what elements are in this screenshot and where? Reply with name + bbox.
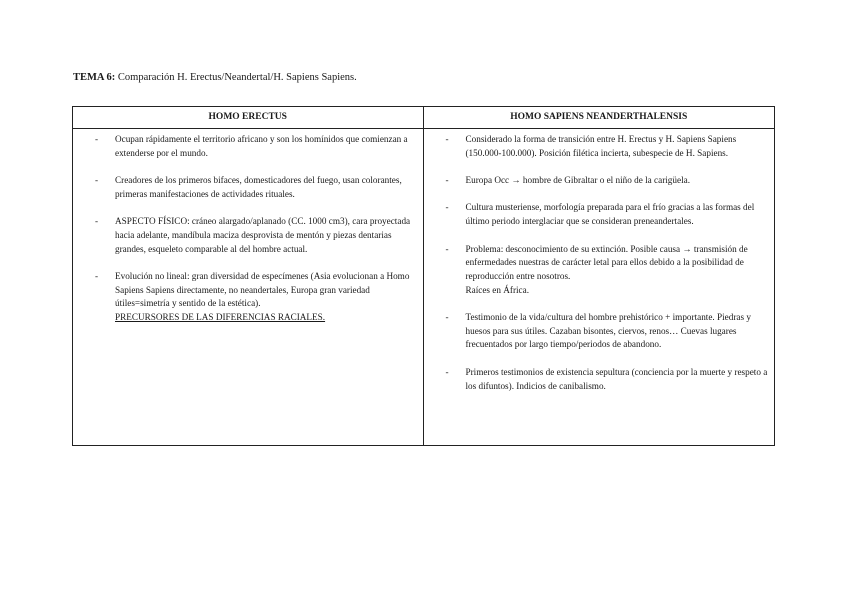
bullet-dash: - <box>95 134 99 144</box>
bullet-dash: - <box>445 202 449 213</box>
list-item-text: Cultura musteriense, morfología preparada para el frío gracias a las formas del último periodo interglaciar que se consideran preneandertales. <box>465 202 755 227</box>
list-item-text: Europa Occ → hombre de Gibraltar o el niño de la carigüela. <box>465 175 690 186</box>
comparison-table <box>72 106 775 446</box>
list-item <box>424 174 769 188</box>
header-homo-sapiens-neanderthalensis: HOMO SAPIENS NEANDERTHALENSIS <box>423 107 775 129</box>
bullet-dash: - <box>95 216 99 227</box>
list-item <box>424 201 769 228</box>
list-item <box>73 133 417 160</box>
list-item <box>424 243 769 298</box>
erectus-list <box>73 133 417 325</box>
list-item-text: ASPECTO FÍSICO: cráneo alargado/aplanado (CC. 1000 cm3), cara proyectada hacia adelante, mandíbula maciza desprovista de mentón y piezas dentarias grandes, esqueleto comparable al del hombre actual. <box>115 216 411 254</box>
list-item <box>73 215 417 256</box>
neanderthal-list <box>424 133 769 393</box>
list-item-text: Problema: desconocimiento de su extinción. Posible causa → transmisión de enfermedades nuestras de carácter letal para ellos debido a la posibilidad de reproducción entre nosotros. <box>465 243 748 281</box>
erectus-cell <box>73 129 424 446</box>
list-item-text: Ocupan rápidamente el territorio africano y son los homínidos que comienzan a extenderse por el mundo. <box>115 134 408 158</box>
bullet-dash: - <box>445 243 449 254</box>
bullet-dash: - <box>445 312 449 323</box>
title-text: Comparación H. Erectus/Neandertal/H. Sapiens Sapiens. <box>115 72 357 83</box>
list-item-text: Considerado la forma de transición entre H. Erectus y H. Sapiens Sapiens (150.000-100.000). Posición filética incierta, subespecie de H. Sapiens. <box>465 134 737 158</box>
page-title <box>73 72 357 83</box>
title-tema: TEMA 6: <box>73 72 116 83</box>
list-item <box>73 270 417 325</box>
list-item <box>424 311 769 352</box>
bullet-dash: - <box>95 270 99 281</box>
bullet-dash: - <box>95 175 99 186</box>
header-homo-erectus: HOMO ERECTUS <box>73 107 424 129</box>
list-item <box>424 366 769 393</box>
header-row <box>73 107 775 129</box>
raices-note: Raíces en África. <box>465 284 530 295</box>
list-item-text: Creadores de los primeros bifaces, domesticadores del fuego, usan colorantes, primeras manifestaciones de actividades rituales. <box>115 175 402 199</box>
bullet-dash: - <box>445 366 449 377</box>
precursores-note: PRECURSORES DE LAS DIFERENCIAS RACIALES. <box>115 312 326 323</box>
list-item <box>73 174 417 201</box>
content-row <box>73 129 775 446</box>
list-item <box>424 133 769 160</box>
bullet-dash: - <box>445 175 449 186</box>
bullet-dash: - <box>445 134 449 144</box>
list-item-text: Primeros testimonios de existencia sepultura (conciencia por la muerte y respeto a los difuntos). Indicios de canibalismo. <box>465 366 768 391</box>
list-item-text: Evolución no lineal: gran diversidad de especímenes (Asia evolucionan a Homo Sapiens Sapiens directamente, no neandertales, Europa gran variedad útiles=simetría y sentido de la estética). <box>115 270 410 309</box>
list-item-text: Testimonio de la vida/cultura del hombre prehistórico + importante. Piedras y huesos para sus útiles. Cazaban bisontes, ciervos, renos… Cuevas lugares frecuentados por largo tiempo/periodos de abandono. <box>465 312 751 350</box>
neanderthal-cell <box>423 129 775 446</box>
